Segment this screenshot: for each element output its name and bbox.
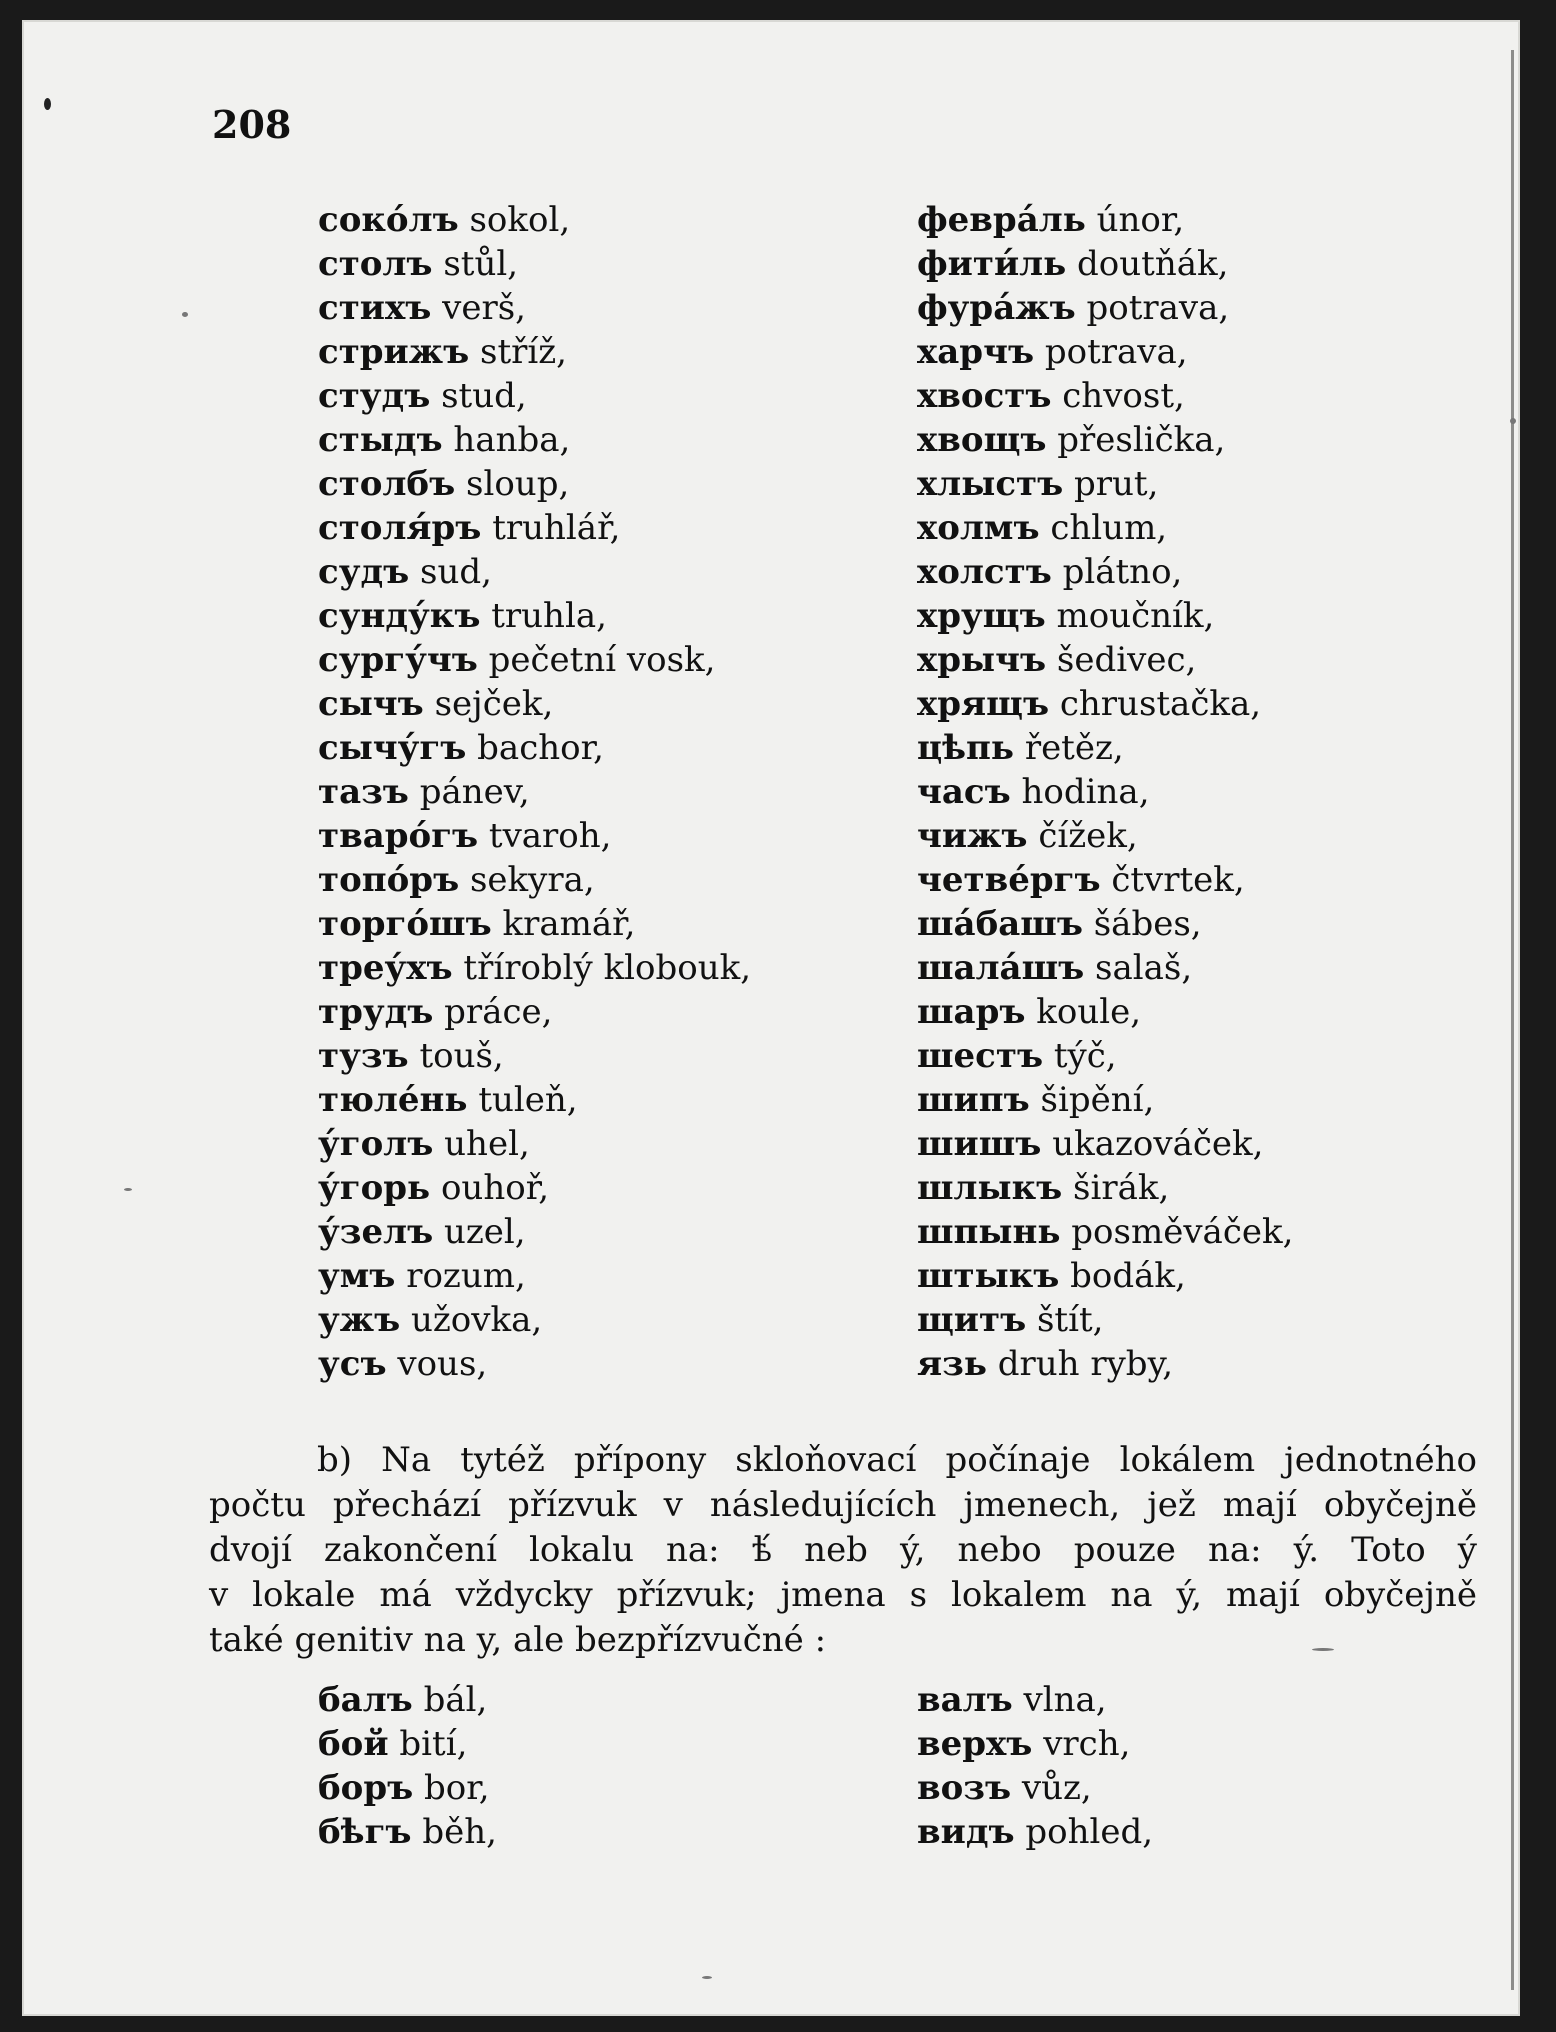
czech-translation: stříž, bbox=[480, 332, 567, 372]
print-speck bbox=[182, 312, 188, 317]
russian-word: валъ bbox=[917, 1680, 1013, 1720]
word-entry bbox=[318, 418, 751, 462]
russian-word: сунду́къ bbox=[318, 596, 481, 636]
word-entry bbox=[318, 462, 751, 506]
word-entry bbox=[318, 946, 751, 990]
book-page bbox=[22, 20, 1520, 2016]
czech-translation: potrava, bbox=[1044, 332, 1188, 372]
russian-word: шпынь bbox=[917, 1212, 1061, 1252]
word-entry bbox=[318, 1034, 751, 1078]
word-entry bbox=[917, 330, 1293, 374]
russian-word: стрижъ bbox=[318, 332, 470, 372]
czech-translation: truhlář, bbox=[492, 508, 621, 548]
czech-translation: stud, bbox=[441, 376, 527, 416]
upper-right-word-list bbox=[917, 198, 1293, 1386]
word-entry bbox=[917, 418, 1293, 462]
word-entry bbox=[318, 726, 751, 770]
word-entry bbox=[917, 242, 1293, 286]
czech-translation: ukazováček, bbox=[1052, 1124, 1264, 1164]
russian-word: хрящъ bbox=[917, 684, 1050, 724]
russian-word: часъ bbox=[917, 772, 1011, 812]
czech-translation: tuleň, bbox=[478, 1080, 578, 1120]
czech-translation: tříroblý klobouk, bbox=[463, 948, 752, 988]
word-entry bbox=[318, 770, 751, 814]
word-entry bbox=[917, 374, 1293, 418]
word-entry bbox=[917, 1342, 1293, 1386]
czech-translation: moučník, bbox=[1056, 596, 1215, 636]
word-entry bbox=[917, 638, 1293, 682]
czech-translation: chlum, bbox=[1050, 508, 1168, 548]
czech-translation: rozum, bbox=[406, 1256, 526, 1296]
czech-translation: sokol, bbox=[469, 200, 571, 240]
word-entry bbox=[917, 858, 1293, 902]
upper-left-word-list bbox=[318, 198, 751, 1386]
russian-word: у́голъ bbox=[318, 1124, 434, 1164]
russian-word: холмъ bbox=[917, 508, 1040, 548]
russian-word: тузъ bbox=[318, 1036, 409, 1076]
word-entry bbox=[318, 1342, 751, 1386]
czech-translation: vlna, bbox=[1023, 1680, 1107, 1720]
czech-translation: sekyra, bbox=[469, 860, 595, 900]
russian-word: торгóшъ bbox=[318, 904, 492, 944]
section-b-paragraph bbox=[209, 1438, 1477, 1663]
word-entry bbox=[318, 1122, 751, 1166]
word-entry bbox=[318, 1722, 497, 1766]
page-edge bbox=[1511, 50, 1514, 1990]
russian-word: возъ bbox=[917, 1768, 1012, 1808]
word-entry bbox=[917, 1078, 1293, 1122]
print-speck bbox=[44, 98, 51, 110]
paragraph-line: b) Na tytéž přípony skloňovací počínaje lokálem jednotného bbox=[317, 1440, 1477, 1480]
word-entry bbox=[917, 814, 1293, 858]
czech-translation: pohled, bbox=[1025, 1812, 1154, 1852]
russian-word: ужъ bbox=[318, 1300, 401, 1340]
russian-word: сокóлъ bbox=[318, 200, 459, 240]
russian-word: тазъ bbox=[318, 772, 409, 812]
czech-translation: běh, bbox=[422, 1812, 497, 1852]
russian-word: балъ bbox=[318, 1680, 413, 1720]
russian-word: столя́ръ bbox=[318, 508, 482, 548]
czech-translation: plátno, bbox=[1062, 552, 1183, 592]
word-entry bbox=[318, 1078, 751, 1122]
czech-translation: šipění, bbox=[1040, 1080, 1155, 1120]
czech-translation: chrustačka, bbox=[1059, 684, 1262, 724]
russian-word: февра́ль bbox=[917, 200, 1086, 240]
word-entry bbox=[917, 990, 1293, 1034]
czech-translation: bití, bbox=[399, 1724, 468, 1764]
czech-translation: bál, bbox=[423, 1680, 488, 1720]
russian-word: твaрóгъ bbox=[318, 816, 479, 856]
czech-translation: vůz, bbox=[1021, 1768, 1092, 1808]
czech-translation: užovka, bbox=[411, 1300, 543, 1340]
czech-translation: širák, bbox=[1073, 1168, 1170, 1208]
russian-word: шишъ bbox=[917, 1124, 1042, 1164]
russian-word: штыкъ bbox=[917, 1256, 1060, 1296]
print-speck bbox=[702, 1976, 712, 1979]
czech-translation: doutňák, bbox=[1077, 244, 1229, 284]
russian-word: стихъ bbox=[318, 288, 432, 328]
czech-translation: pánev, bbox=[419, 772, 530, 812]
czech-translation: salaš, bbox=[1095, 948, 1193, 988]
word-entry bbox=[318, 330, 751, 374]
word-entry bbox=[318, 286, 751, 330]
czech-translation: sloup, bbox=[466, 464, 570, 504]
word-entry bbox=[917, 1722, 1153, 1766]
russian-word: чижъ bbox=[917, 816, 1028, 856]
russian-word: трудъ bbox=[318, 992, 434, 1032]
word-entry bbox=[318, 1678, 497, 1722]
word-entry bbox=[318, 550, 751, 594]
czech-translation: řetěz, bbox=[1024, 728, 1124, 768]
word-entry bbox=[318, 858, 751, 902]
word-entry bbox=[917, 1298, 1293, 1342]
russian-word: умъ bbox=[318, 1256, 396, 1296]
russian-word: студъ bbox=[318, 376, 431, 416]
word-entry bbox=[917, 946, 1293, 990]
word-entry bbox=[318, 242, 751, 286]
russian-word: сургу́чъ bbox=[318, 640, 478, 680]
word-entry bbox=[318, 1298, 751, 1342]
word-entry bbox=[917, 1166, 1293, 1210]
russian-word: хвостъ bbox=[917, 376, 1052, 416]
russian-word: тюлéнь bbox=[318, 1080, 468, 1120]
word-entry bbox=[917, 198, 1293, 242]
word-entry bbox=[917, 902, 1293, 946]
print-speck bbox=[1510, 418, 1516, 424]
czech-translation: čížek, bbox=[1038, 816, 1138, 856]
word-entry bbox=[917, 1810, 1153, 1854]
czech-translation: truhla, bbox=[491, 596, 607, 636]
czech-translation: bodák, bbox=[1070, 1256, 1186, 1296]
word-entry bbox=[318, 990, 751, 1034]
russian-word: сычу́гъ bbox=[318, 728, 467, 768]
czech-translation: bachor, bbox=[477, 728, 604, 768]
czech-translation: posměváček, bbox=[1071, 1212, 1294, 1252]
word-entry bbox=[318, 198, 751, 242]
russian-word: хлыстъ bbox=[917, 464, 1064, 504]
word-entry bbox=[917, 1122, 1293, 1166]
word-entry bbox=[318, 814, 751, 858]
czech-translation: pečetní vosk, bbox=[488, 640, 716, 680]
czech-translation: prut, bbox=[1074, 464, 1159, 504]
czech-translation: sejček, bbox=[434, 684, 554, 724]
czech-translation: druh ryby, bbox=[997, 1344, 1174, 1384]
czech-translation: sud, bbox=[420, 552, 492, 592]
czech-translation: šedivec, bbox=[1056, 640, 1197, 680]
word-entry bbox=[318, 374, 751, 418]
print-speck bbox=[1312, 1648, 1334, 1651]
russian-word: боръ bbox=[318, 1768, 414, 1808]
word-entry bbox=[917, 1034, 1293, 1078]
lower-right-word-list bbox=[917, 1678, 1153, 1854]
print-speck bbox=[124, 1188, 132, 1191]
russian-word: шлыкъ bbox=[917, 1168, 1063, 1208]
word-entry bbox=[917, 1678, 1153, 1722]
page-number: 208 bbox=[212, 102, 292, 147]
russian-word: у́горь bbox=[318, 1168, 431, 1208]
paragraph-line: počtu přechází přízvuk v následujících jmenech, jež mají obyčejně bbox=[209, 1485, 1477, 1525]
czech-translation: únor, bbox=[1096, 200, 1185, 240]
czech-translation: vrch, bbox=[1043, 1724, 1131, 1764]
russian-word: топóръ bbox=[318, 860, 460, 900]
russian-word: верхъ bbox=[917, 1724, 1033, 1764]
russian-word: треу́хъ bbox=[318, 948, 453, 988]
czech-translation: štít, bbox=[1036, 1300, 1104, 1340]
russian-word: хрычъ bbox=[917, 640, 1047, 680]
word-entry bbox=[318, 682, 751, 726]
russian-word: бѣгъ bbox=[318, 1812, 412, 1852]
czech-translation: stůl, bbox=[443, 244, 519, 284]
word-entry bbox=[318, 1254, 751, 1298]
russian-word: хрущъ bbox=[917, 596, 1046, 636]
russian-word: шаръ bbox=[917, 992, 1026, 1032]
word-entry bbox=[318, 1166, 751, 1210]
russian-word: шала́шъ bbox=[917, 948, 1085, 988]
paragraph-line: dvojí zakončení lokalu na: ѣ́ neb ý, nebo pouze na: ý. Toto ý bbox=[209, 1530, 1477, 1570]
czech-translation: hanba, bbox=[453, 420, 571, 460]
word-entry bbox=[318, 1766, 497, 1810]
russian-word: язь bbox=[917, 1344, 987, 1384]
czech-translation: touš, bbox=[419, 1036, 504, 1076]
word-entry bbox=[917, 1254, 1293, 1298]
russian-word: у́зелъ bbox=[318, 1212, 434, 1252]
word-entry bbox=[917, 1210, 1293, 1254]
lower-left-word-list bbox=[318, 1678, 497, 1854]
russian-word: судъ bbox=[318, 552, 410, 592]
russian-word: холстъ bbox=[917, 552, 1052, 592]
czech-translation: šábes, bbox=[1093, 904, 1202, 944]
word-entry bbox=[917, 770, 1293, 814]
word-entry bbox=[318, 638, 751, 682]
czech-translation: bor, bbox=[424, 1768, 490, 1808]
russian-word: четвéргъ bbox=[917, 860, 1101, 900]
czech-translation: ouhoř, bbox=[440, 1168, 550, 1208]
czech-translation: hodina, bbox=[1021, 772, 1150, 812]
russian-word: столъ bbox=[318, 244, 433, 284]
czech-translation: týč, bbox=[1053, 1036, 1117, 1076]
russian-word: щитъ bbox=[917, 1300, 1027, 1340]
czech-translation: práce, bbox=[444, 992, 553, 1032]
czech-translation: potrava, bbox=[1086, 288, 1230, 328]
russian-word: видъ bbox=[917, 1812, 1015, 1852]
russian-word: ша́башъ bbox=[917, 904, 1083, 944]
russian-word: цѣпь bbox=[917, 728, 1014, 768]
russian-word: фити́ль bbox=[917, 244, 1067, 284]
word-entry bbox=[917, 682, 1293, 726]
russian-word: сычъ bbox=[318, 684, 424, 724]
russian-word: столбъ bbox=[318, 464, 456, 504]
word-entry bbox=[917, 550, 1293, 594]
paragraph-line: také genitiv na y, ale bezpřízvučné : bbox=[209, 1620, 827, 1660]
czech-translation: čtvrtek, bbox=[1111, 860, 1245, 900]
word-entry bbox=[318, 594, 751, 638]
russian-word: хвощъ bbox=[917, 420, 1047, 460]
word-entry bbox=[318, 506, 751, 550]
czech-translation: vous, bbox=[397, 1344, 488, 1384]
czech-translation: uhel, bbox=[444, 1124, 530, 1164]
russian-word: стыдъ bbox=[318, 420, 443, 460]
word-entry bbox=[917, 1766, 1153, 1810]
czech-translation: uzel, bbox=[443, 1212, 526, 1252]
russian-word: шипъ bbox=[917, 1080, 1030, 1120]
czech-translation: přeslička, bbox=[1057, 420, 1226, 460]
russian-word: фура́жъ bbox=[917, 288, 1076, 328]
word-entry bbox=[318, 1810, 497, 1854]
word-entry bbox=[917, 286, 1293, 330]
word-entry bbox=[318, 1210, 751, 1254]
czech-translation: chvost, bbox=[1062, 376, 1185, 416]
russian-word: харчъ bbox=[917, 332, 1035, 372]
word-entry bbox=[318, 902, 751, 946]
russian-word: усъ bbox=[318, 1344, 387, 1384]
word-entry bbox=[917, 594, 1293, 638]
word-entry bbox=[917, 462, 1293, 506]
word-entry bbox=[917, 726, 1293, 770]
czech-translation: kramář, bbox=[502, 904, 636, 944]
czech-translation: koule, bbox=[1036, 992, 1142, 1032]
word-entry bbox=[917, 506, 1293, 550]
paragraph-line: v lokale má vždycky přízvuk; jmena s lokalem na ý, mají obyčejně bbox=[209, 1575, 1477, 1615]
russian-word: шестъ bbox=[917, 1036, 1044, 1076]
russian-word: бой bbox=[318, 1724, 389, 1764]
czech-translation: verš, bbox=[442, 288, 526, 328]
czech-translation: tvaroh, bbox=[488, 816, 612, 856]
